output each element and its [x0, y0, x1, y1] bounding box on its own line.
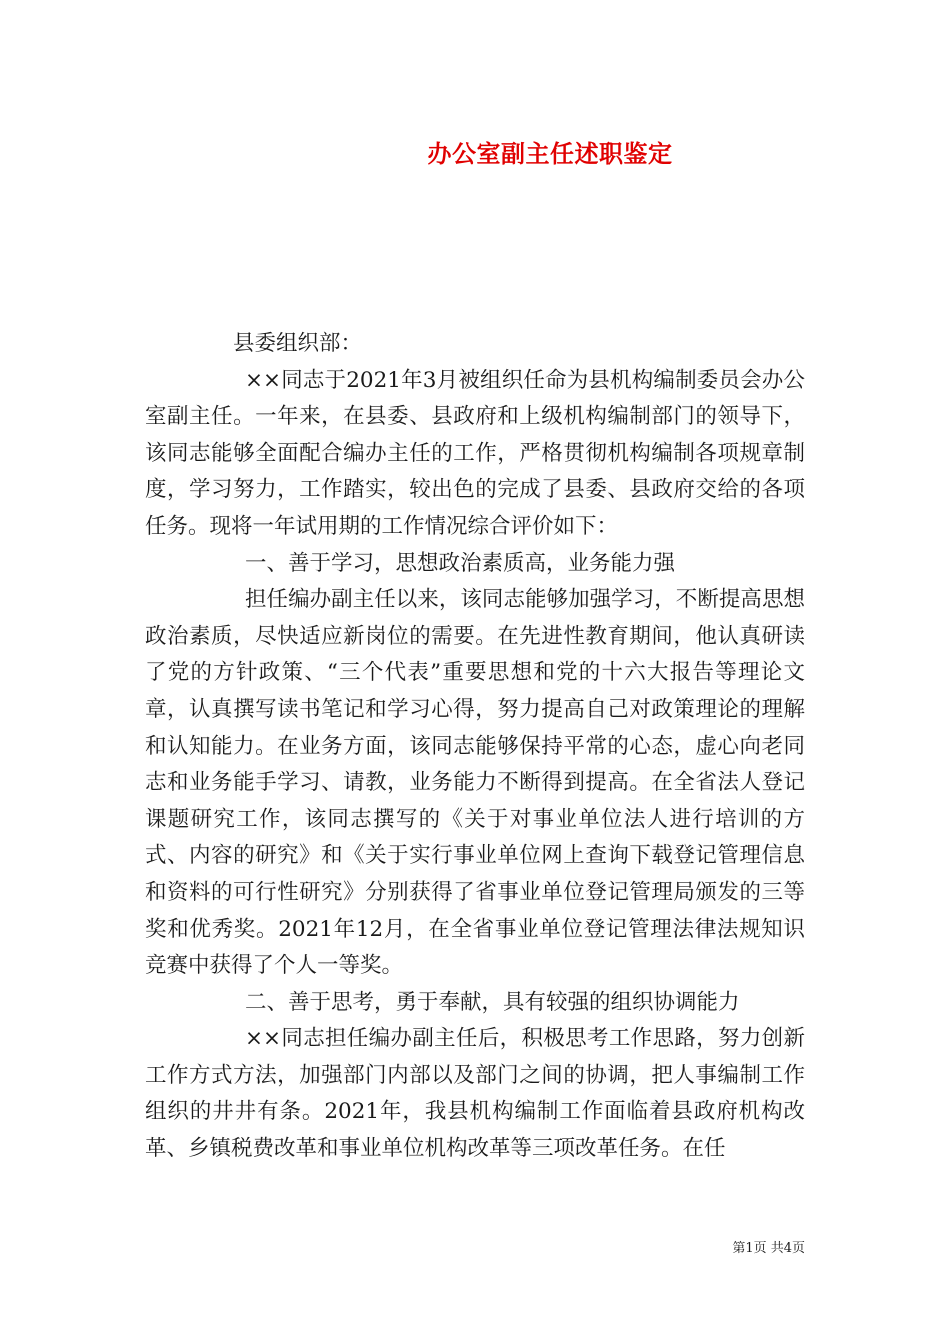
salutation: 县委组织部：	[233, 331, 363, 356]
paragraph-section-1: 担任编办副主任以来，该同志能够加强学习，不断提高思想政治素质，尽快适应新岗位的需要。在先进性教育期间，他认真研读了党的方针政策、“三个代表”重要思想和党的十六大报告等理论文章，认真撰写读书笔记和学习心得，努力提高自己对政策理论的理解和认知能力。在业务方面，该同志能够保持平常的心态，虚心向老同志和业务能手学习、请教，业务能力不断得到提高。在全省法人登记课题研究工作，该同志撰写的《关于对事业单位法人进行培训的方式、内容的研究》和《关于实行事业单位网上查询下载登记管理信息和资料的可行性研究》分别获得了省事业单位登记管理局颁发的三等奖和优秀奖。2021年12月，在全省事业单位登记管理法律法规知识竞赛中获得了个人一等奖。	[145, 587, 805, 979]
paragraph-section-2: ××同志担任编办副主任后，积极思考工作思路，努力创新工作方式方法，加强部门内部以及部门之间的协调，把人事编制工作组织的井井有条。2021年，我县机构编制工作面临着县政府机构改革、乡镇税费改革和事业单位机构改革等三项改革任务。在任	[145, 1026, 805, 1162]
page-number-footer: 第1页 共4页	[732, 1241, 805, 1256]
paragraph-intro: ××同志于2021年3月被组织任命为县机构编制委员会办公室副主任。一年来，在县委、县政府和上级机构编制部门的领导下，该同志能够全面配合编办主任的工作，严格贯彻机构编制各项规章制度，学习努力，工作踏实，较出色的完成了县委、县政府交给的各项任务。现将一年试用期的工作情况综合评价如下：	[145, 367, 805, 539]
document-title: 办公室副主任述职鉴定	[427, 139, 673, 168]
section-heading-1: 一、善于学习，思想政治素质高，业务能力强	[245, 550, 676, 576]
section-heading-2: 二、善于思考，勇于奉献，具有较强的组织协调能力	[245, 989, 740, 1015]
document-body	[145, 326, 805, 1168]
